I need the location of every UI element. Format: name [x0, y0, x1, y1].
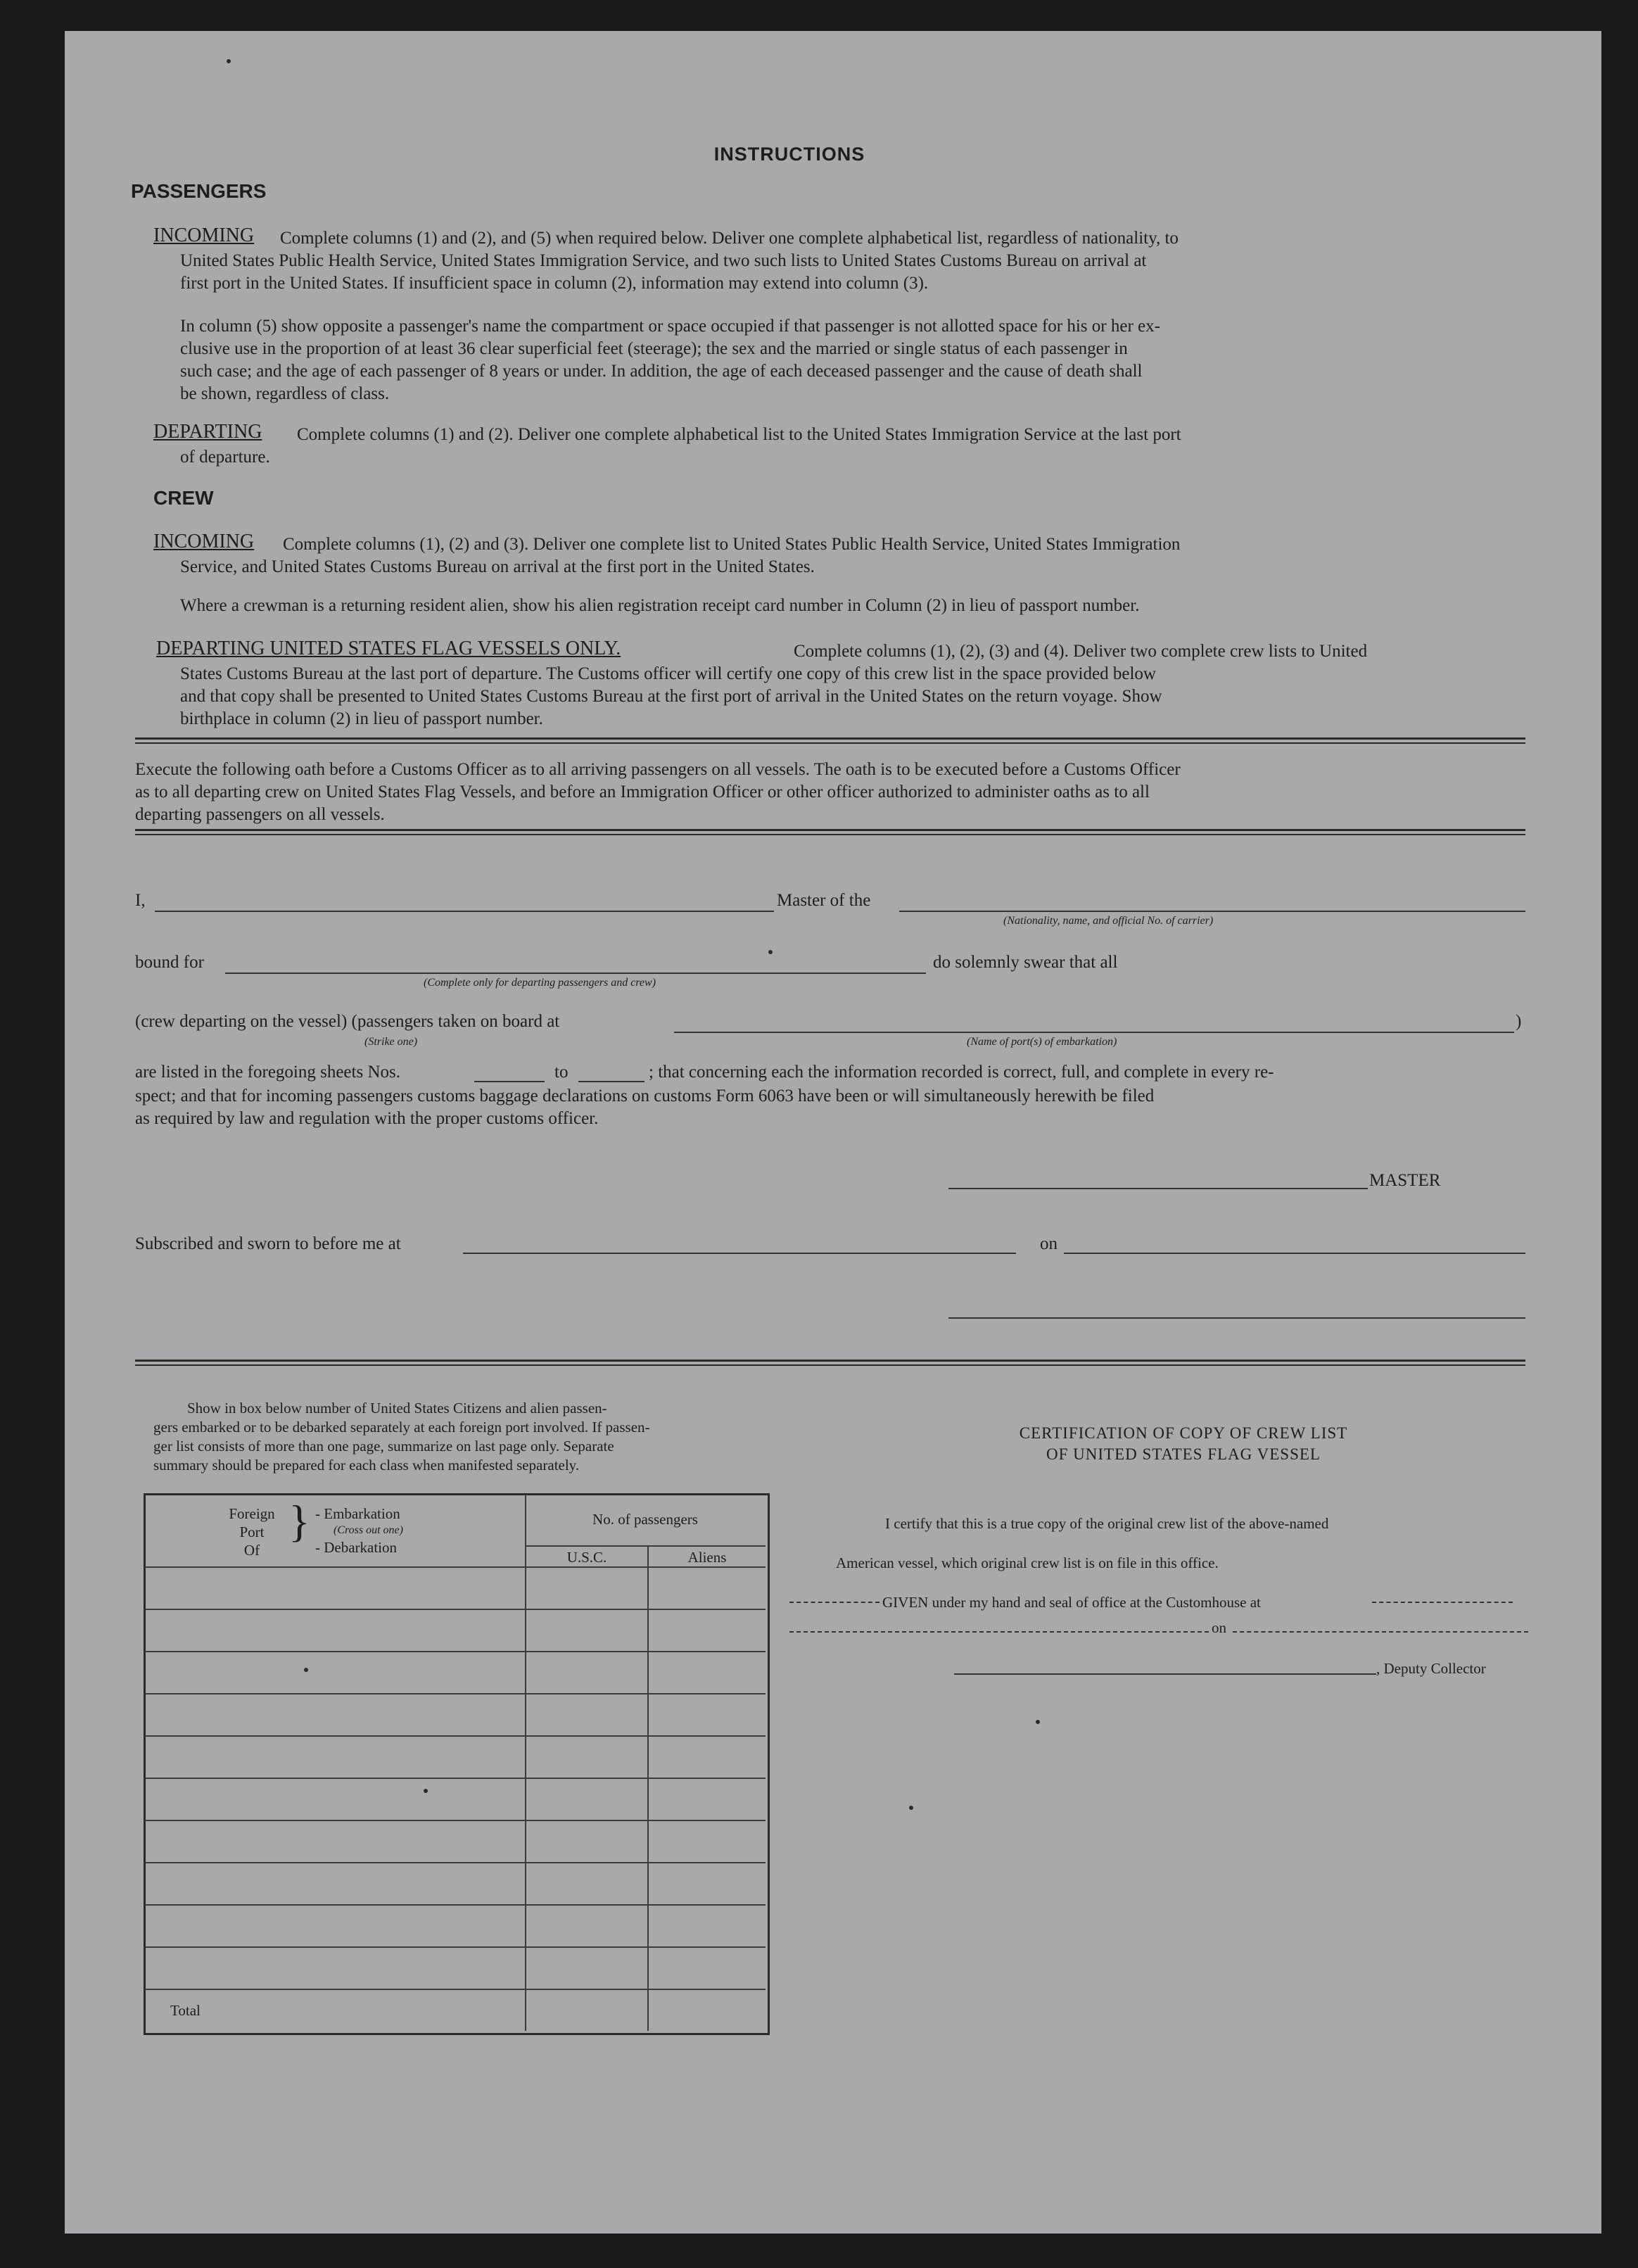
- certify-line-2: American vessel, which original crew list is on file in this office.: [836, 1554, 1219, 1571]
- speck-mark: [909, 1806, 913, 1810]
- total-label: Total: [170, 2002, 201, 2019]
- oath-divider: [135, 829, 1525, 831]
- swear-text: do solemnly swear that all: [933, 953, 1118, 972]
- certify-date-field[interactable]: [1233, 1631, 1528, 1633]
- passengers-incoming-text: Complete columns (1) and (2), and (5) when required below. Deliver one complete alphabetical list, regardless of nationality, to United States Public Health Service, United States Immigration Service, and two such lists to United States Customs Bureau on arrival at first port in the United States. If insufficient space in column (2), information may extend into column (3).: [180, 229, 1179, 293]
- table-row-rule: [145, 1946, 766, 1948]
- sheet-from-field[interactable]: [474, 1081, 545, 1082]
- crew-passengers-text: (crew departing on the vessel) (passengers taken on board at: [135, 1012, 560, 1031]
- listed-continued: ; that concerning each the information recorded is correct, full, and complete in every re-: [649, 1063, 1274, 1082]
- master-name-field[interactable]: [155, 911, 774, 912]
- table-col-divider-1: [525, 1495, 526, 2031]
- to-word: to: [554, 1063, 569, 1082]
- passengers-departing-label: DEPARTING: [153, 421, 262, 443]
- debarkation-label: - Debarkation: [315, 1539, 398, 1556]
- section-divider: [135, 737, 1525, 740]
- table-row-rule: [145, 1735, 766, 1737]
- table-row-rule: [145, 1820, 766, 1821]
- sworn-on-label: on: [1040, 1234, 1058, 1253]
- given-lead-line: [789, 1602, 880, 1603]
- oath-i-label: I,: [135, 891, 146, 910]
- table-total-rule: [145, 1989, 766, 1990]
- lower-divider-2: [135, 1364, 1525, 1366]
- crew-departing-text: Complete columns (1), (2), (3) and (4). Deliver two complete crew lists to United States Customs Bureau at the last port of departure. The Customs officer will certify one copy of this crew list in the space provided below and that copy shall be presented to United States Customs Bureau at the first port of arrival in the United States on the return voyage. Show birthplace in column (2) in lieu of passport number.: [180, 642, 1368, 728]
- summary-instructions: Show in box below number of United States Citizens and alien passen- gers embarked or to be debarked separately at each foreign port involved. If passen- ger list consists of more than one page, summarize on last page only. Separate summary should be prepared for each class when manifested separately.: [153, 1400, 650, 1474]
- officer-signature-line[interactable]: [948, 1317, 1525, 1319]
- speck-mark: [1036, 1720, 1040, 1724]
- oath-divider-2: [135, 834, 1525, 835]
- crew-incoming-text: Complete columns (1), (2) and (3). Deliver one complete list to United States Public Health Service, United States Immigration Service, and United States Customs Bureau on arrival at the first port in the United States.: [180, 535, 1181, 576]
- carrier-caption: (Nationality, name, and official No. of carrier): [1003, 915, 1214, 927]
- passenger-summary-table: [144, 1493, 770, 2035]
- passengers-departing-text: Complete columns (1) and (2). Deliver one complete alphabetical list to the United States Immigration Service at the last port of departure.: [180, 425, 1181, 467]
- given-text: GIVEN under my hand and seal of office at the Customhouse at: [882, 1594, 1261, 1611]
- crew-resident-text: Where a crewman is a returning resident alien, show his alien registration receipt card number in Column (2) in lieu of passport number.: [180, 596, 1140, 615]
- brace-icon: }: [288, 1496, 310, 1546]
- listed-sheets-text: are listed in the foregoing sheets Nos.: [135, 1063, 400, 1082]
- bound-for-label: bound for: [135, 953, 204, 972]
- table-row-rule: [145, 1693, 766, 1694]
- oath-instructions: Execute the following oath before a Customs Officer as to all arriving passengers on all vessels. The oath is to be executed before a Customs Officer as to all departing crew on United States Flag Vessels, and before an Immigration Officer or other officer authorized to administer oaths as to all departing passengers on all vessels.: [135, 760, 1181, 824]
- cross-out-caption: (Cross out one): [334, 1524, 403, 1536]
- table-row-rule: [145, 1904, 766, 1906]
- master-label: MASTER: [1369, 1171, 1441, 1190]
- certify-on-label: on: [1212, 1619, 1226, 1636]
- strike-one-caption: (Strike one): [364, 1036, 418, 1048]
- close-paren: ): [1516, 1012, 1522, 1031]
- master-signature-line[interactable]: [948, 1188, 1368, 1189]
- passengers-heading: PASSENGERS: [131, 180, 267, 202]
- crew-incoming-label: INCOMING: [153, 531, 255, 552]
- table-row-rule: [145, 1651, 766, 1652]
- sworn-date-field[interactable]: [1064, 1253, 1525, 1254]
- crew-heading: CREW: [153, 487, 214, 509]
- usc-header: U.S.C.: [566, 1549, 607, 1566]
- sworn-place-field[interactable]: [463, 1253, 1016, 1254]
- embarkation-label: - Embarkation: [315, 1505, 400, 1522]
- section-divider-2: [135, 742, 1525, 744]
- master-of-the-label: Master of the: [777, 891, 871, 910]
- form-page: [65, 31, 1601, 2234]
- table-row-rule: [145, 1862, 766, 1863]
- table-col-divider-2: [647, 1545, 649, 2031]
- passengers-incoming-label: INCOMING: [153, 224, 255, 246]
- speck-mark: [227, 59, 231, 63]
- certify-place-field[interactable]: [789, 1631, 1209, 1633]
- sheet-to-field[interactable]: [578, 1081, 645, 1082]
- subscribed-label: Subscribed and sworn to before me at: [135, 1234, 401, 1253]
- table-row-rule: [145, 1778, 766, 1779]
- instructions-title: INSTRUCTIONS: [713, 144, 865, 165]
- customhouse-field[interactable]: [1372, 1602, 1513, 1603]
- deputy-signature-line[interactable]: [954, 1673, 1376, 1675]
- lower-divider: [135, 1360, 1525, 1362]
- bound-for-caption: (Complete only for departing passengers and crew): [424, 977, 656, 989]
- bound-for-field[interactable]: [225, 973, 926, 974]
- certification-heading: CERTIFICATION OF COPY OF CREW LIST OF UNITED STATES FLAG VESSEL: [1019, 1424, 1348, 1463]
- passengers-column5-text: In column (5) show opposite a passenger's name the compartment or space occupied if that passenger is not allotted space for his or her ex- clusive use in the proportion of at least 36 clear superficial feet (steerage); the sex and the married or single status of each passenger in such case; and the age of each passenger of 8 years or under. In addition, the age of each deceased passenger and the cause of death shall be shown, regardless of class.: [180, 317, 1160, 403]
- deputy-collector-label: , Deputy Collector: [1376, 1660, 1486, 1677]
- carrier-field[interactable]: [899, 911, 1525, 912]
- crew-departing-label: DEPARTING UNITED STATES FLAG VESSELS ONLY.: [156, 638, 621, 659]
- table-row-rule: [145, 1609, 766, 1610]
- table-subheader-rule: [525, 1545, 766, 1547]
- foreign-port-of-label: Foreign Port Of: [229, 1505, 275, 1559]
- no-of-passengers-header: No. of passengers: [592, 1511, 698, 1528]
- embarkation-port-field[interactable]: [674, 1032, 1514, 1033]
- certify-line-1: I certify that this is a true copy of the original crew list of the above-named: [885, 1515, 1329, 1532]
- aliens-header: Aliens: [687, 1549, 727, 1566]
- speck-mark: [424, 1789, 428, 1793]
- port-caption: (Name of port(s) of embarkation): [967, 1036, 1117, 1048]
- listed-continuation: spect; and that for incoming passengers customs baggage declarations on customs Form 6063 have been or will simultaneously herewith be filed as required by law and regulation with the proper customs officer.: [135, 1087, 1155, 1128]
- speck-mark: [768, 950, 773, 954]
- speck-mark: [304, 1668, 308, 1672]
